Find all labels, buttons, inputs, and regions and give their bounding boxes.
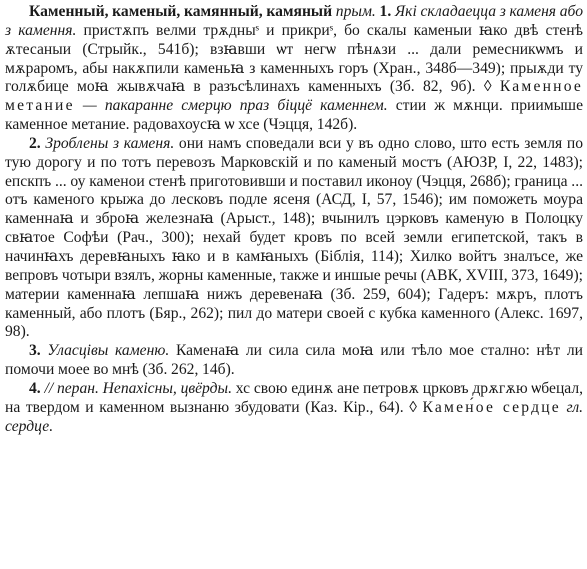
sense-gloss: перан. Непахісны, цвёрды.	[56, 379, 232, 397]
sense-1	[5, 3, 583, 135]
dictionary-entry	[5, 3, 583, 436]
sense-citations: пристѫпъ велми трѫдныˢ и прикриˢ, бо скалы каменыи ꙗко двѣ стенѣ ѫтесаныи (Стрыйк., 541б); взꙗвши ѡт негѡ пѣнѧзи ... дали ремесникѡмъ и мѫраромъ, абы накѫпили каменьꙗ з каменныхъ горъ (Хран., 348б—349); прыѫди ту голѫбице моꙗ жывѫчаꙗ в разъсѣлинахъ каменныхъ (Зб. 82, 9б).	[5, 21, 584, 96]
sense-3	[5, 342, 583, 380]
phrase: Каменное метание	[5, 78, 584, 115]
sense-number: 4.	[29, 379, 41, 397]
sense-citations: хс свою единѫ ане петровѫ црковъ дрѫгѫю ѡбецал, на твердом и каменном вызнаню збудовати (Каз. Кір., 64).	[5, 379, 584, 416]
sense-number: 3.	[29, 342, 41, 360]
sense-gloss: Які складаецца з каменя або з камення.	[5, 3, 583, 39]
phrase-gloss: — пакаранне смерцю праз біццё каменнем.	[82, 97, 388, 115]
sense-4	[5, 380, 583, 437]
sense-marker: //	[44, 379, 54, 397]
headword: Каменный, каменый, камянный, камяный	[29, 3, 333, 20]
sense-gloss: Зроблены з каменя.	[45, 134, 175, 152]
phrase-marker: ◊	[409, 398, 417, 416]
sense-citations: Каменаꙗ ли сила сила моꙗ или тѣло мое стално: нѣт ли помочи моее во мнѣ (Зб. 262, 14б).	[5, 342, 584, 379]
sense-number: 1.	[379, 3, 392, 20]
phrase-marker: ◊	[483, 78, 492, 96]
part-of-speech: прым.	[335, 3, 376, 20]
cross-reference: гл. сердце.	[5, 398, 584, 435]
phrase-citations: стии ж мѫнци. приимыше каменное метание. радовахоусꙗ ѡ хсе (Чэцця, 142б).	[5, 97, 583, 134]
phrase: Камен́ое сердце	[422, 398, 561, 416]
sense-2	[5, 135, 583, 342]
sense-number: 2.	[29, 134, 41, 152]
sense-gloss: Уласцівы каменю.	[47, 342, 170, 360]
sense-citations: они намъ споведали вси у въ одно слово, што есть земля по тую дорогу и по тотъ перевозъ Марковскій и по каменый мостъ (АЮЗР, I, 22, 1483); епскпъ ... оу каменои стенѣ приготовивши и поставил иконоу (Чэцця, 268б); граница ... отъ каменого крыжа до лесковъ подле ясеня (АСД, I, 57, 1546); им поможеть моура каменнаꙗ и зброꙗ железнаꙗ (Арыст., 148); вчынилъ цэрковъ каменую в Полоцку свꙗтое Софѣи (Рач., 300); нехай будет кровъ по всей земли египетской, такъ в начинꙗхъ деревꙗныхъ ꙗко и в камꙗныхъ (Біблія, 114); Хилко войтъ зналъсе, же вепровъ чотыри взялъ, жорны каменные, также и иншые речы (АВК, XVIII, 373, 1649); материи каменнаꙗ лепшаꙗ нижъ деревенаꙗ (Зб. 259, 604); Гадеръ: мѫръ, плотъ каменный, або плотъ (Бяр., 262); пил до матери своей с кубка каменного (Алекс. 1697, 98).	[5, 134, 583, 341]
